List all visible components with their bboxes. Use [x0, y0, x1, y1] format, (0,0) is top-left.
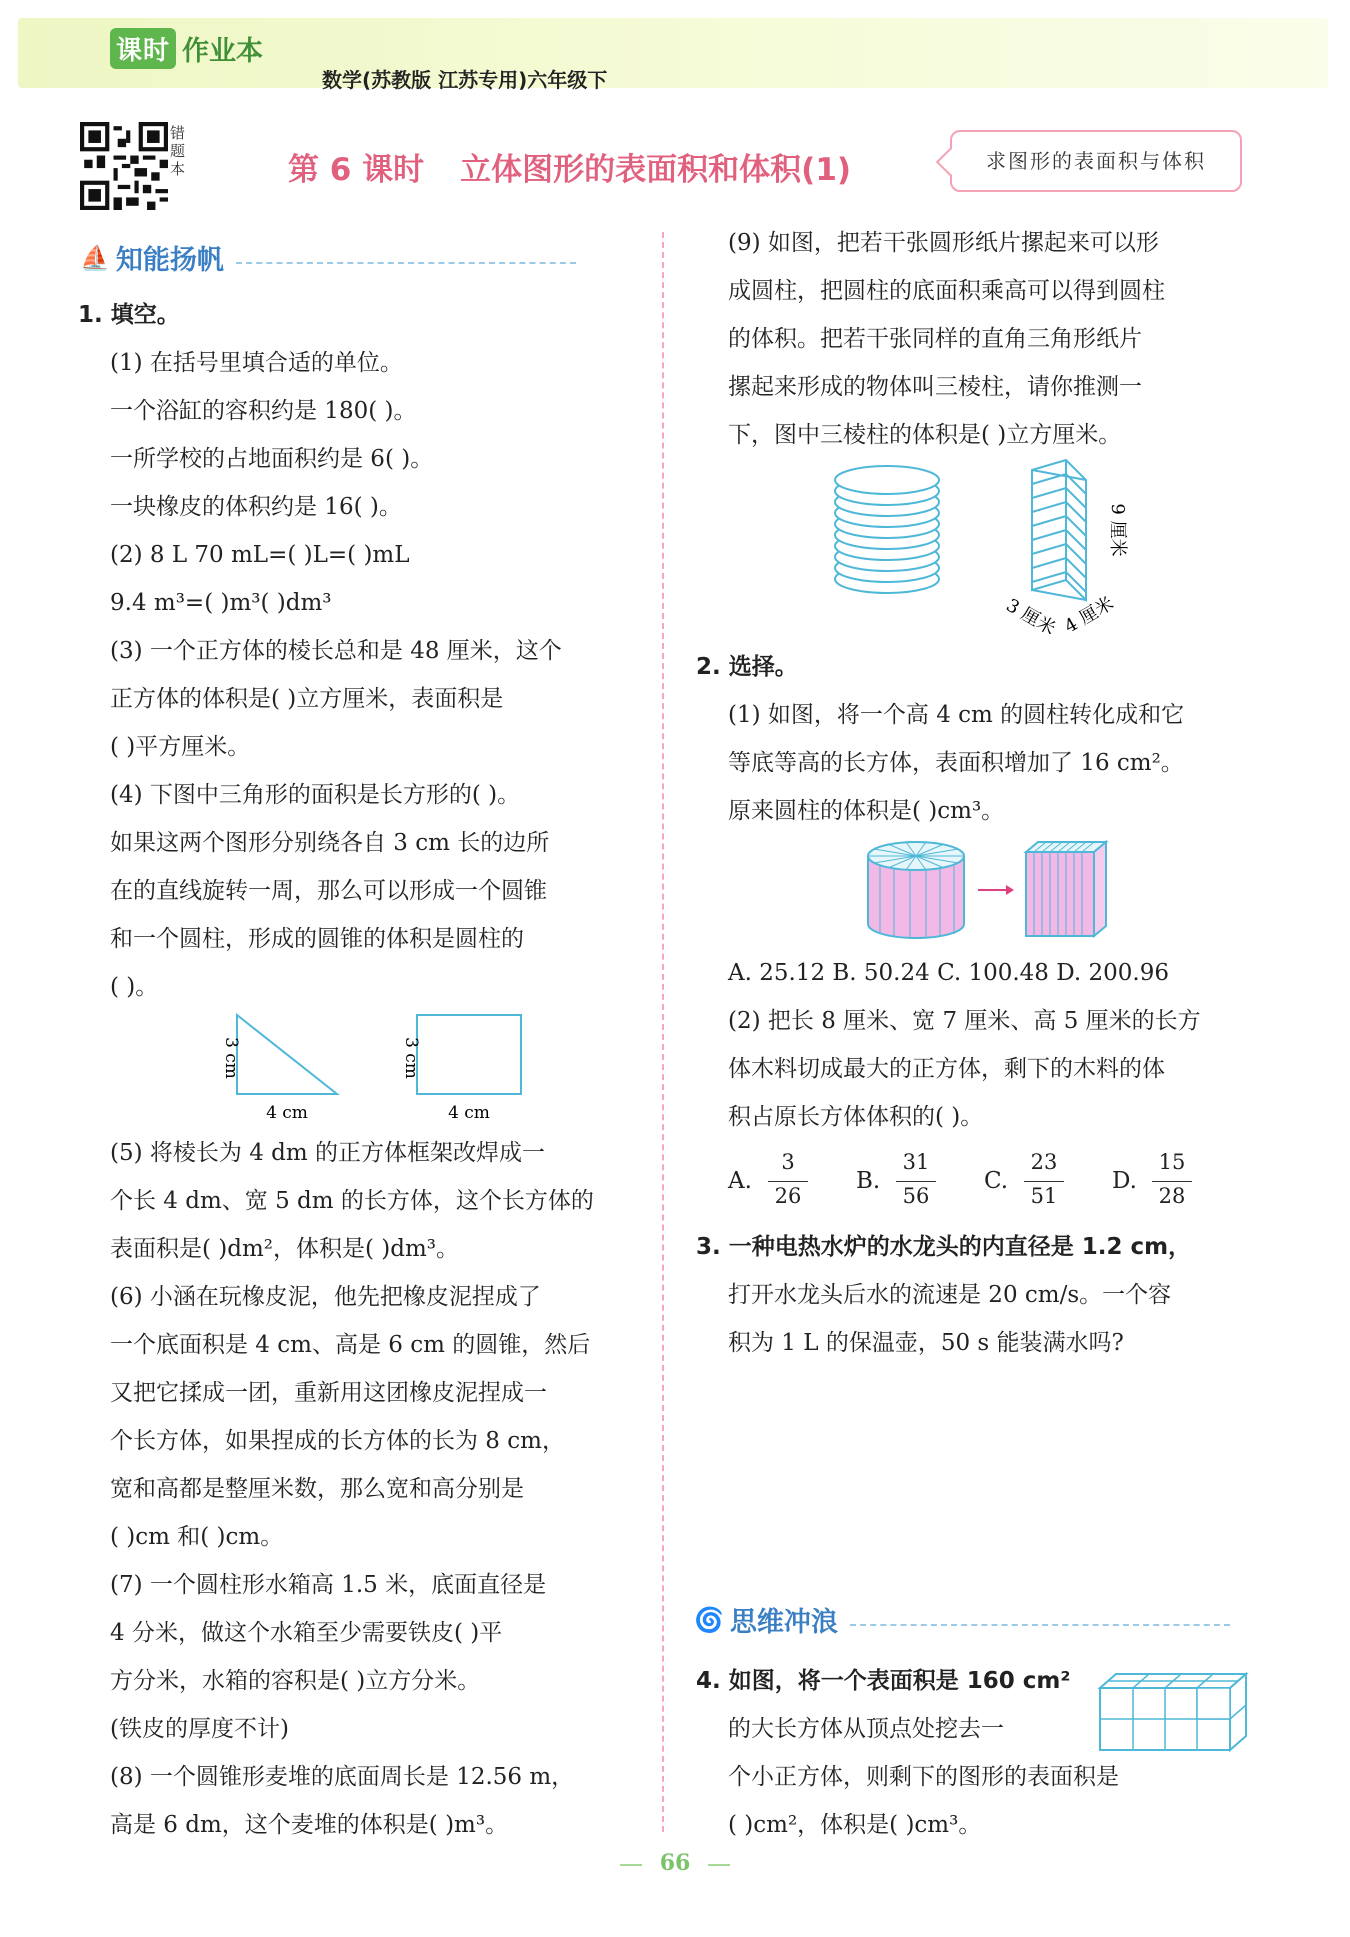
- text-line: 个小正方体，则剩下的图形的表面积是: [728, 1764, 1119, 1790]
- choice-letter: A.: [728, 1168, 752, 1194]
- column-divider: [662, 232, 664, 1832]
- fraction-denominator: 26: [774, 1184, 802, 1208]
- text-line: (7) 一个圆柱形水箱高 1.5 米，底面直径是: [110, 1572, 547, 1598]
- text-line: (3) 一个正方体的棱长总和是 48 厘米，这个: [110, 638, 562, 664]
- triangle-shape: [237, 1015, 337, 1094]
- text-line: 一块橡皮的体积约是 16( )。: [110, 494, 402, 520]
- text-line: 4 分米，做这个水箱至少需要铁皮( )平: [110, 1620, 503, 1646]
- discs-and-prism-figure: [830, 460, 1150, 640]
- prism-side-a-label: 3 厘米: [1002, 594, 1060, 640]
- question-3: 3. 一种电热水炉的水龙头的内直径是 1.2 cm，: [696, 1234, 1192, 1260]
- text-line: (8) 一个圆锥形麦堆的底面周长是 12.56 m，: [110, 1764, 575, 1790]
- text-line: (9) 如图，把若干张圆形纸片摞起来可以形: [728, 230, 1159, 256]
- triangle-side-label: 3 cm: [221, 1037, 241, 1079]
- question-1: 1. 填空。: [78, 302, 180, 328]
- section-header-zhineng: [80, 238, 576, 277]
- cuboid-missing-cube-figure: [1096, 1666, 1256, 1756]
- question-2: 2. 选择。: [696, 654, 798, 680]
- fraction-denominator: 56: [902, 1184, 930, 1208]
- text-line: 一个底面积是 4 cm、高是 6 cm 的圆锥，然后: [110, 1332, 591, 1358]
- choice-a: [728, 1150, 838, 1220]
- triangle-base-label: 4 cm: [266, 1103, 308, 1123]
- fraction-denominator: 51: [1030, 1184, 1058, 1208]
- text-line: 积为 1 L 的保温壶，50 s 能装满水吗?: [728, 1330, 1124, 1356]
- section-rule: [850, 1624, 1230, 1626]
- text-line: 体木料切成最大的正方体，剩下的木料的体: [728, 1056, 1165, 1082]
- question-4: 4. 如图，将一个表面积是 160 cm²: [696, 1668, 1071, 1694]
- text-line: (2) 把长 8 厘米、宽 7 厘米、高 5 厘米的长方: [728, 1008, 1201, 1034]
- fraction-numerator: 23: [1030, 1150, 1058, 1174]
- fraction-bar: [1024, 1181, 1064, 1182]
- sliced-cuboid: [1026, 842, 1106, 936]
- text-line: 一个浴缸的容积约是 180( )。: [110, 398, 417, 424]
- text-line: 9.4 m³=( )m³( )dm³: [110, 590, 332, 616]
- section-title: 知能扬帆: [115, 245, 224, 276]
- text-line: 打开水龙头后水的流速是 20 cm/s。一个容: [728, 1282, 1172, 1308]
- fraction-choices: [728, 1150, 1248, 1220]
- sailboat-icon: ⛵: [80, 243, 110, 272]
- wrong-question-book-label: 错题本: [170, 124, 186, 178]
- text-line: ( )平方厘米。: [110, 734, 251, 760]
- choice-letter: C.: [984, 1168, 1009, 1194]
- text-line: (6) 小涵在玩橡皮泥，他先把橡皮泥捏成了: [110, 1284, 541, 1310]
- lesson-tag: 求图形的表面积与体积: [950, 130, 1242, 192]
- text-line: (铁皮的厚度不计): [110, 1716, 289, 1742]
- text-line: 方分米，水箱的容积是( )立方分米。: [110, 1668, 481, 1694]
- text-line: 积占原长方体体积的( )。: [728, 1104, 984, 1130]
- prism-height-label: 9 厘米: [1107, 503, 1128, 557]
- rectangle-base-label: 4 cm: [448, 1103, 490, 1123]
- text-line: (4) 下图中三角形的面积是长方形的( )。: [110, 782, 521, 808]
- fraction-numerator: 15: [1158, 1150, 1186, 1174]
- text-line: 宽和高都是整厘米数，那么宽和高分别是: [110, 1476, 524, 1502]
- triangle-rectangle-figure: [200, 1010, 540, 1130]
- text-line: 正方体的体积是( )立方厘米，表面积是: [110, 686, 504, 712]
- text-line: ( )cm²，体积是( )cm³。: [728, 1812, 982, 1838]
- triangular-prism: [1032, 460, 1086, 600]
- brand-logo: [110, 26, 263, 70]
- page-number: [620, 1850, 730, 1876]
- page-number-text: 66: [659, 1850, 691, 1876]
- text-line: (5) 将棱长为 4 dm 的正方体框架改焊成一: [110, 1140, 545, 1166]
- fraction-bar: [896, 1181, 936, 1182]
- text-line: 的体积。把若干张同样的直角三角形纸片: [728, 326, 1142, 352]
- brand-logo-text: 作业本: [182, 35, 264, 67]
- cylinder-to-cuboid-figure: [860, 838, 1120, 948]
- text-line: 个长 4 dm、宽 5 dm 的长方体，这个长方体的: [110, 1188, 594, 1214]
- text-line: ( )。: [110, 974, 159, 1000]
- text-line: ( )cm 和( )cm。: [110, 1524, 284, 1550]
- text-line: 原来圆柱的体积是( )cm³。: [728, 798, 1005, 824]
- lesson-number: 第 6 课时: [288, 152, 425, 188]
- rectangle-side-label: 3 cm: [401, 1037, 421, 1079]
- fraction-numerator: 3: [781, 1150, 795, 1174]
- removed-cube-cutout: [1197, 1688, 1230, 1719]
- text-line: 下，图中三棱柱的体积是( )立方厘米。: [728, 422, 1122, 448]
- text-line: 等底等高的长方体，表面积增加了 16 cm²。: [728, 750, 1184, 776]
- swirl-icon: 🌀: [694, 1605, 724, 1634]
- fraction-bar: [768, 1181, 808, 1182]
- rectangle-shape: [417, 1015, 521, 1094]
- text-line: 表面积是( )dm²，体积是( )dm³。: [110, 1236, 460, 1262]
- sectored-cylinder: [868, 842, 964, 938]
- arrow-right-icon: [978, 885, 1014, 895]
- text-line: 又把它揉成一团，重新用这团橡皮泥捏成一: [110, 1380, 547, 1406]
- brand-logo-mark: 课时: [110, 28, 176, 69]
- text-line: 和一个圆柱，形成的圆锥的体积是圆柱的: [110, 926, 524, 952]
- choice-b: [856, 1150, 966, 1220]
- text-line: 如果这两个图形分别绕各自 3 cm 长的边所: [110, 830, 550, 856]
- choice-options: A. 25.12 B. 50.24 C. 100.48 D. 200.96: [728, 960, 1169, 986]
- choice-letter: D.: [1112, 1168, 1137, 1194]
- prism-side-b-label: 4 厘米: [1060, 592, 1118, 638]
- section-title: 思维冲浪: [729, 1607, 838, 1638]
- text-line: 个长方体，如果捏成的长方体的长为 8 cm，: [110, 1428, 565, 1454]
- fraction-bar: [1152, 1181, 1192, 1182]
- text-line: 一所学校的占地面积约是 6( )。: [110, 446, 434, 472]
- section-header-siwei: [694, 1600, 1230, 1639]
- text-line: 成圆柱，把圆柱的底面积乘高可以得到圆柱: [728, 278, 1165, 304]
- text-line: 在的直线旋转一周，那么可以形成一个圆锥: [110, 878, 547, 904]
- lesson-title-text: 立体图形的表面积和体积(1): [460, 152, 852, 188]
- book-title: 数学(苏教版 江苏专用)六年级下: [322, 68, 608, 92]
- fraction-denominator: 28: [1158, 1184, 1186, 1208]
- text-line: (2) 8 L 70 mL=( )L=( )mL: [110, 542, 410, 568]
- qr-code-icon: [80, 122, 168, 210]
- text-line: (1) 如图，将一个高 4 cm 的圆柱转化成和它: [728, 702, 1185, 728]
- choice-c: [984, 1150, 1094, 1220]
- text-line: 摞起来形成的物体叫三棱柱，请你推测一: [728, 374, 1142, 400]
- choice-letter: B.: [856, 1168, 881, 1194]
- text-line: 的大长方体从顶点处挖去一: [728, 1716, 1004, 1742]
- text-line: 高是 6 dm，这个麦堆的体积是( )m³。: [110, 1812, 509, 1838]
- lesson-title: [288, 144, 851, 189]
- text-line: (1) 在括号里填合适的单位。: [110, 350, 403, 376]
- choice-d: [1112, 1150, 1222, 1220]
- fraction-numerator: 31: [902, 1150, 930, 1174]
- stacked-discs-cylinder: [835, 466, 939, 593]
- section-rule: [236, 262, 576, 264]
